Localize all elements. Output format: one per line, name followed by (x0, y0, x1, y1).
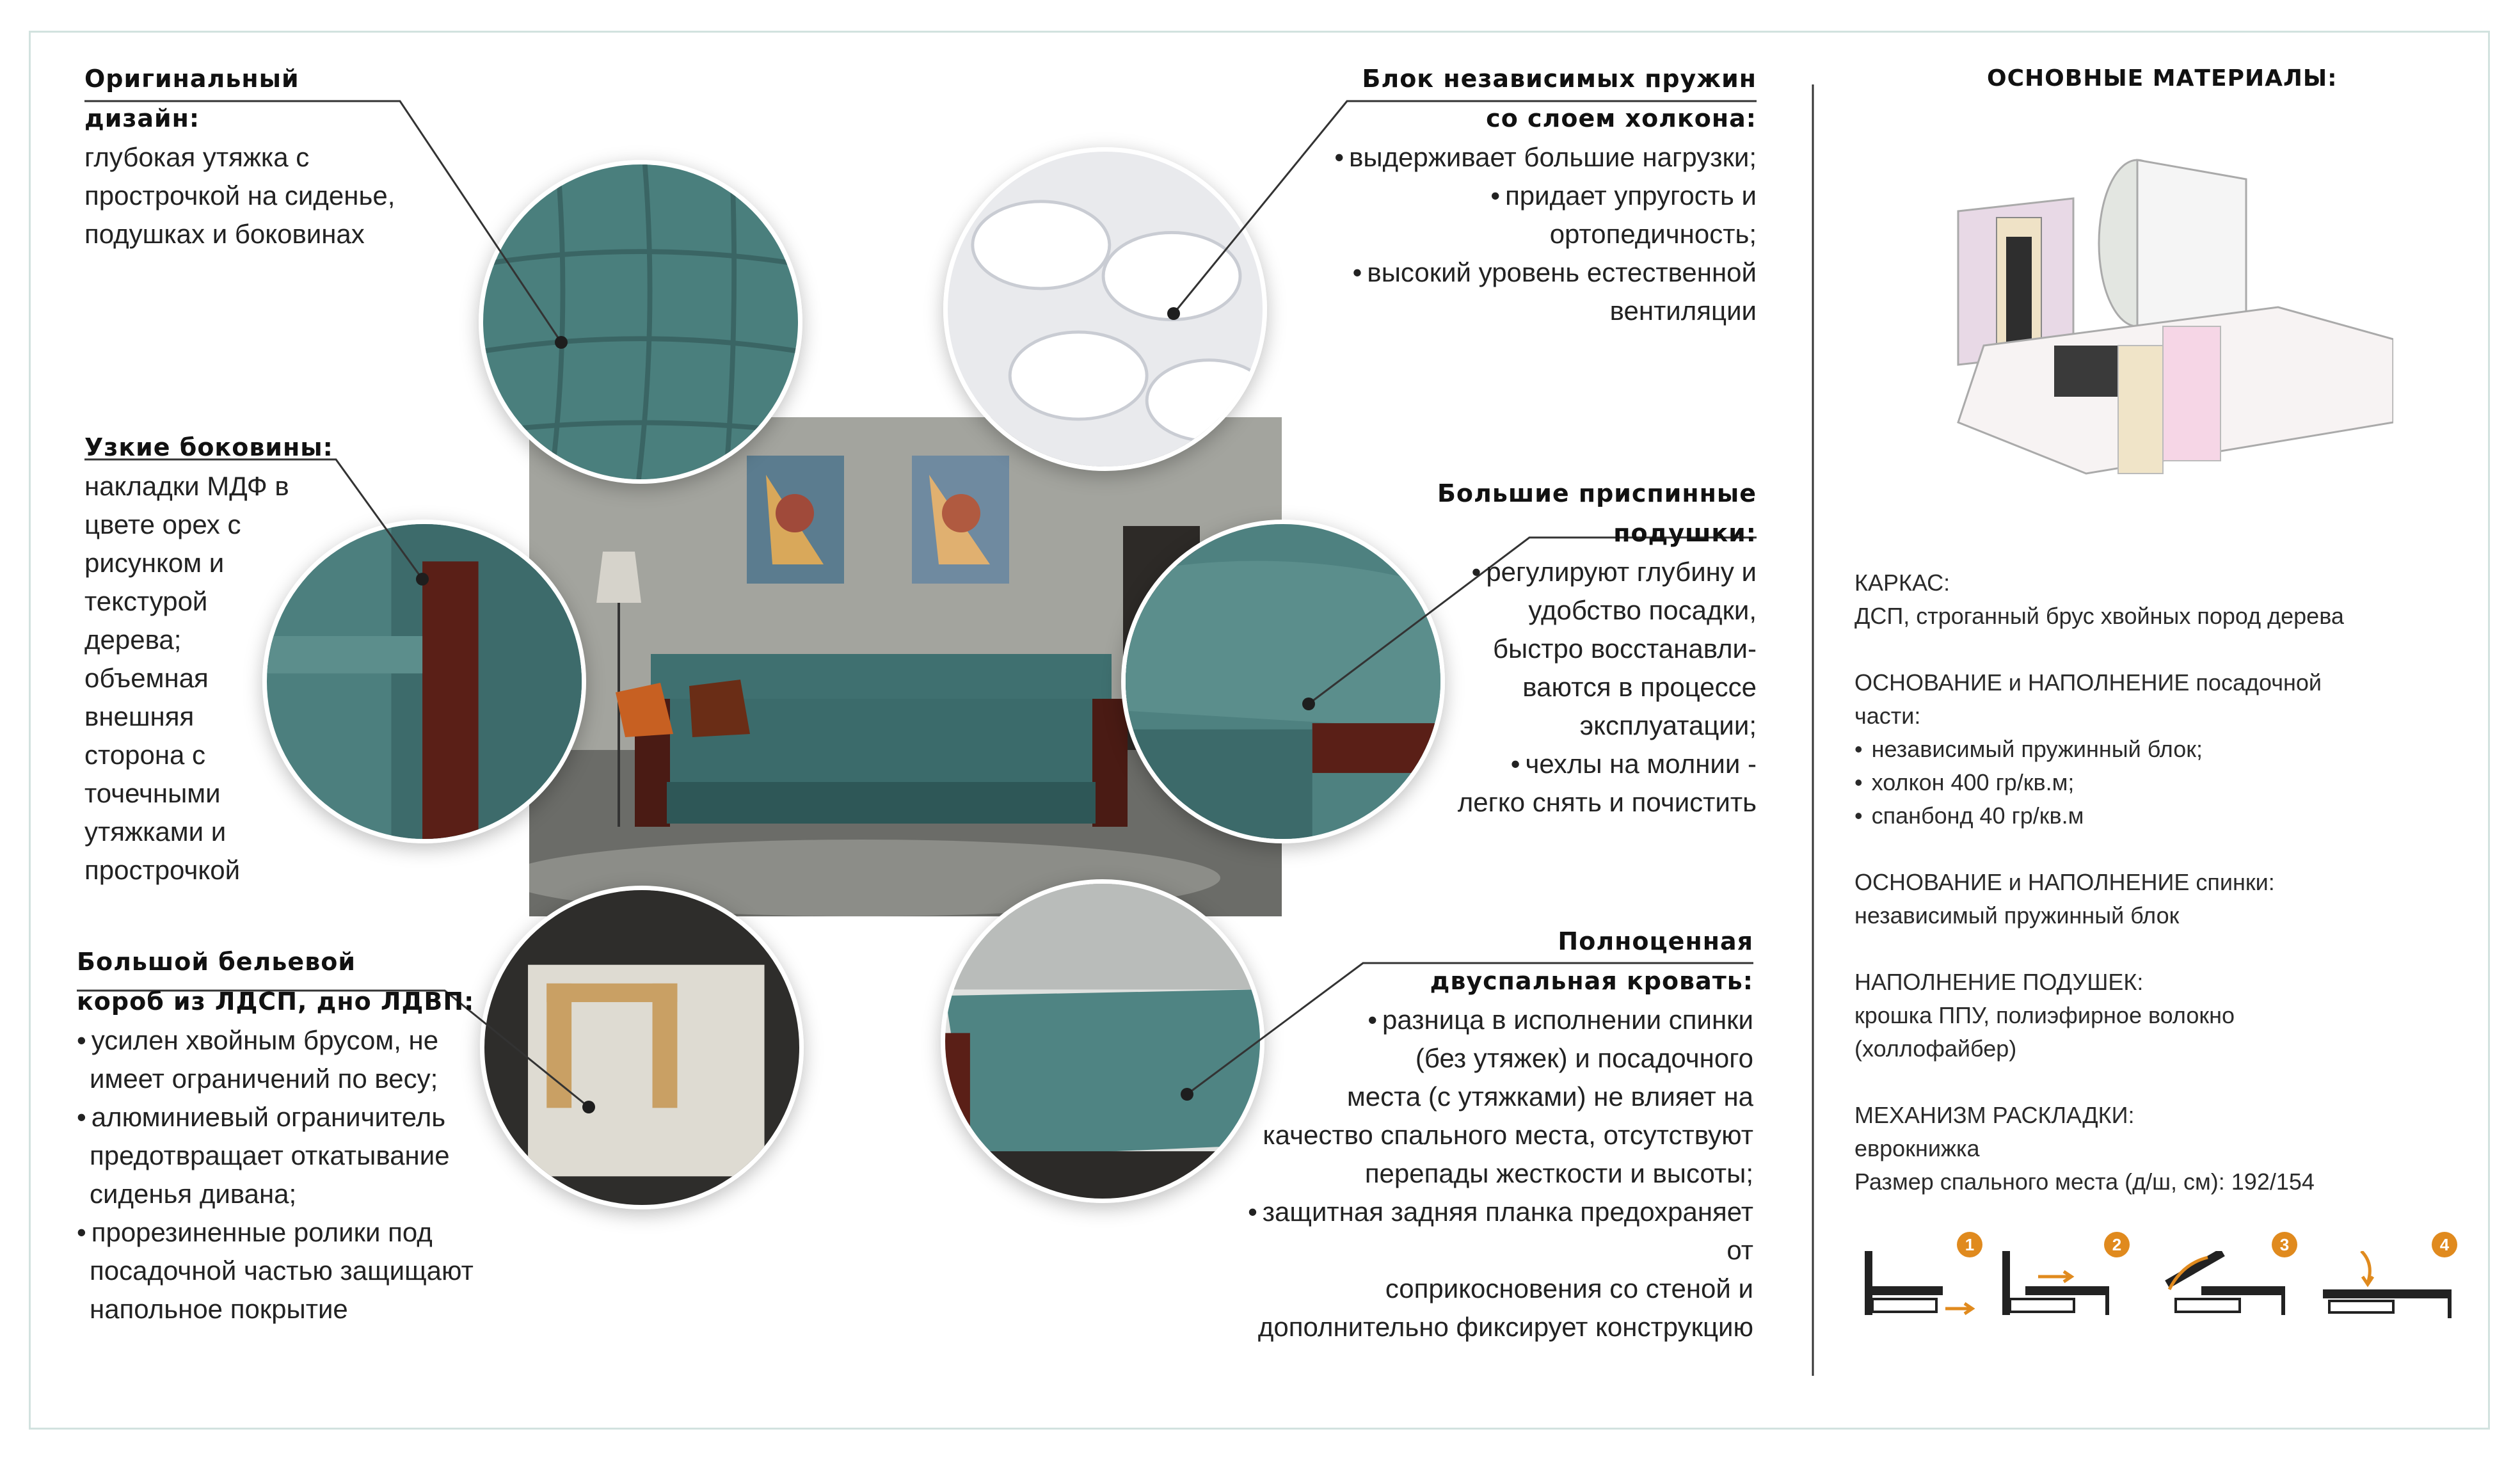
materials-line: крошка ППУ, полиэфирное волокно (1854, 1002, 2235, 1028)
feature-bed-line: • разница в исполнении спинки (1219, 1001, 1753, 1039)
feature-cushions-title: Большие приспинные (1437, 479, 1757, 507)
feature-storage-title: Большой бельевой (77, 948, 356, 976)
feature-design-line: подушках и боковинах (84, 219, 365, 249)
step-3-badge: 3 (2272, 1232, 2297, 1257)
step-3-icon (2157, 1251, 2297, 1328)
feature-springs-line: вентиляции (1609, 296, 1757, 326)
feature-armrests-line: внешняя (84, 701, 195, 731)
step-1-badge: 1 (1957, 1232, 1982, 1257)
feature-armrests-title: Узкие боковины: (84, 433, 333, 461)
materials-line: МЕХАНИЗМ РАСКЛАДКИ: (1854, 1102, 2135, 1128)
materials-spacer (1854, 633, 2430, 666)
feature-cushions-line: быстро восстанавли- (1492, 634, 1757, 664)
feature-armrests-line: утяжками и (84, 817, 227, 847)
feature-design-title-2: дизайн: (84, 104, 200, 132)
materials-line: ОСНОВАНИЕ и НАПОЛНЕНИЕ посадочной (1854, 669, 2322, 696)
feature-design-line: глубокая утяжка с (84, 142, 310, 172)
materials-line: КАРКАС: (1854, 570, 1950, 596)
materials-line: • независимый пружинный блок; (1854, 733, 2430, 766)
feature-springs-line: • выдерживает большие нагрузки; (1245, 138, 1757, 177)
feature-bed-title: Полноценная (1558, 927, 1753, 955)
step-4-icon (2323, 1251, 2464, 1328)
feature-design-title: Оригинальный (84, 65, 299, 93)
materials-line: ДСП, строганный брус хвойных пород дерева (1854, 603, 2344, 629)
step-2-icon (2000, 1251, 2128, 1328)
feature-bed (1219, 921, 1753, 1346)
feature-armrests-line: накладки МДФ в (84, 471, 289, 501)
feature-bed-line: места (с утяжками) не влияет на (1346, 1081, 1753, 1112)
mechanism-steps (1862, 1232, 2464, 1341)
step-4-badge: 4 (2432, 1232, 2457, 1257)
materials-line: (холлофайбер) (1854, 1035, 2017, 1062)
feature-springs-title: Блок независимых пружин (1362, 65, 1757, 93)
materials-list (1854, 566, 2430, 1199)
feature-armrests-line: точечными (84, 778, 221, 808)
materials-spacer (1854, 833, 2430, 866)
materials-spacer (1854, 932, 2430, 966)
feature-springs-line: ортопедичность; (1549, 219, 1757, 249)
step-1-icon (1862, 1251, 1990, 1328)
materials-spacer (1854, 1065, 2430, 1099)
feature-bed-title-2: двуспальная кровать: (1430, 967, 1753, 995)
sofa-cutaway-diagram (1945, 154, 2393, 486)
feature-cushions-line: удобство посадки, (1528, 595, 1757, 625)
feature-design (84, 59, 481, 253)
materials-line: независимый пружинный блок (1854, 902, 2180, 929)
feature-bed-line: • защитная задняя планка предохраняет от (1219, 1193, 1753, 1270)
feature-springs (1245, 59, 1757, 330)
feature-cushions-title-2: подушки: (1613, 519, 1757, 547)
feature-cushions-line: • регулируют глубину и (1373, 553, 1757, 591)
feature-armrests-line: прострочкой (84, 855, 241, 885)
feature-cushions-line: ваются в процессе (1522, 672, 1757, 702)
materials-heading: ОСНОВНЫЕ МАТЕРИАЛЫ: (1987, 65, 2338, 92)
feature-armrests-line: текстурой (84, 586, 208, 616)
feature-armrests-line: рисунком и (84, 548, 225, 578)
feature-armrests-line: цвете орех с (84, 509, 241, 539)
feature-cushions-line: • чехлы на молнии - (1373, 745, 1757, 783)
feature-storage-line: • алюминиевый ограничитель (77, 1098, 538, 1136)
feature-cushions (1373, 474, 1757, 822)
feature-storage-line: сиденья дивана; (90, 1179, 297, 1209)
feature-springs-title-2: со слоем холкона: (1486, 104, 1757, 132)
feature-cushions-line: эксплуатации; (1579, 710, 1757, 740)
feature-storage-line: имеет ограничений по весу; (90, 1064, 438, 1094)
feature-bed-line: перепады жесткости и высоты; (1364, 1158, 1753, 1188)
feature-storage-line: • усилен хвойным брусом, не (77, 1021, 538, 1060)
feature-bed-line: дополнительно фиксирует конструкцию (1257, 1312, 1753, 1342)
feature-storage-line: напольное покрытие (90, 1294, 348, 1324)
feature-bed-line: соприкосновения со стеной и (1385, 1273, 1753, 1304)
feature-storage-line: предотвращает откатывание (90, 1140, 450, 1170)
feature-armrests-line: дерева; (84, 625, 182, 655)
materials-line: НАПОЛНЕНИЕ ПОДУШЕК: (1854, 969, 2144, 995)
feature-storage-line: • прорезиненные ролики под (77, 1213, 538, 1252)
feature-armrests (84, 427, 353, 889)
feature-storage (77, 942, 538, 1328)
feature-bed-line: качество спального места, отсутствуют (1263, 1120, 1753, 1150)
feature-springs-line: • высокий уровень естественной (1245, 253, 1757, 292)
step-2-badge: 2 (2104, 1232, 2130, 1257)
feature-springs-line: • придает упругость и (1245, 177, 1757, 215)
feature-bed-line: (без утяжек) и посадочного (1415, 1043, 1753, 1073)
materials-line: • спанбонд 40 гр/кв.м (1854, 799, 2430, 833)
feature-storage-title-2: короб из ЛДСП, дно ЛДВП: (77, 987, 475, 1016)
materials-line: части: (1854, 703, 1921, 729)
materials-line: еврокнижка (1854, 1135, 1980, 1161)
feature-cushions-line: легко снять и почистить (1457, 787, 1757, 817)
feature-storage-line: посадочной частью защищают (90, 1256, 474, 1286)
feature-design-line: прострочкой на сиденье, (84, 180, 395, 211)
feature-armrests-line: сторона с (84, 740, 206, 770)
materials-line: Размер спального места (д/ш, см): 192/154 (1854, 1168, 2315, 1195)
feature-armrests-line: объемная (84, 663, 209, 693)
materials-line: • холкон 400 гр/кв.м; (1854, 766, 2430, 799)
materials-line: ОСНОВАНИЕ и НАПОЛНЕНИЕ спинки: (1854, 869, 2275, 895)
